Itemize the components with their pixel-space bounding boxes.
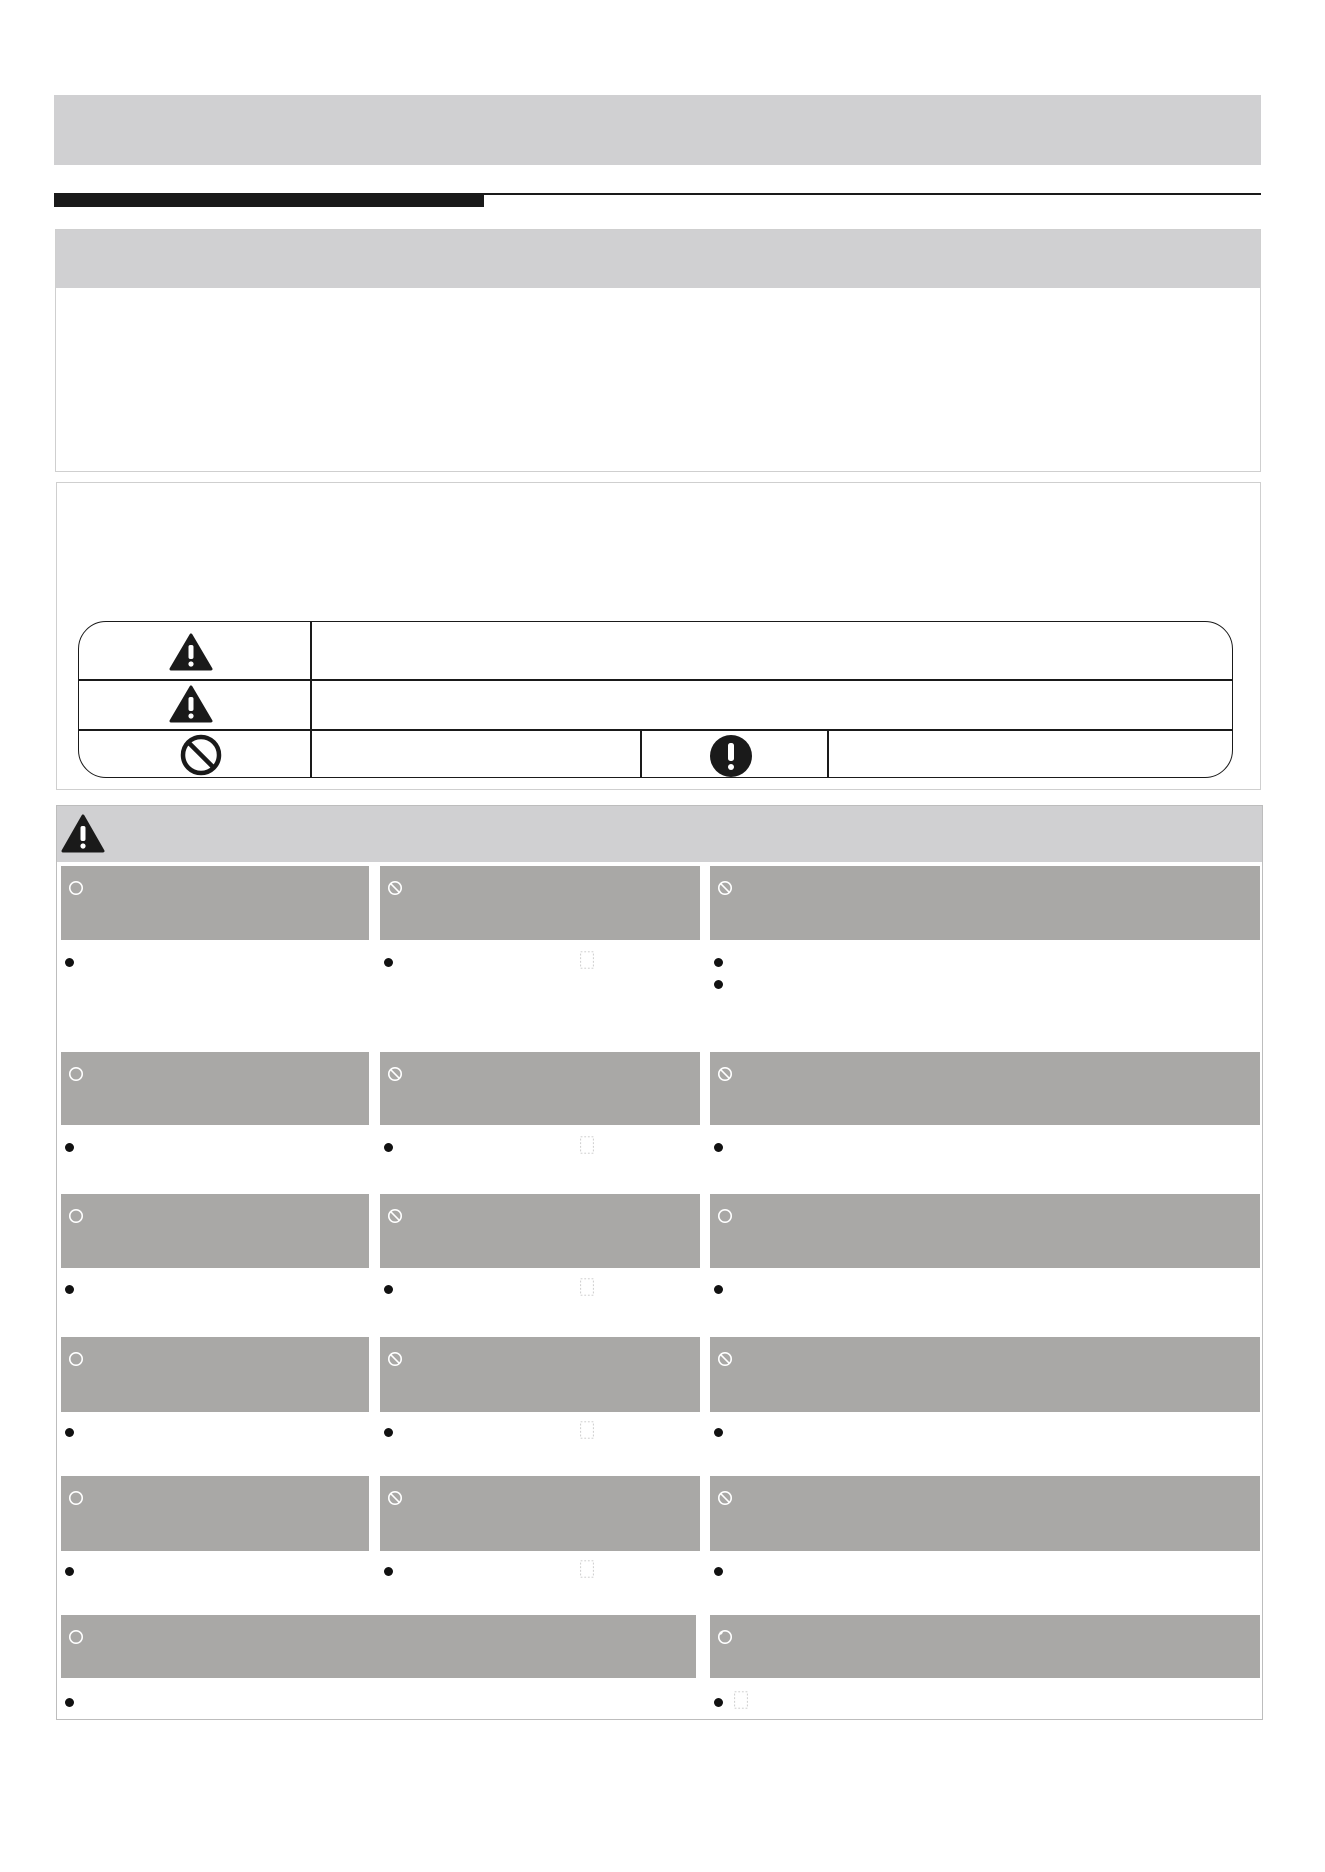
warning-item-header	[61, 866, 369, 940]
circle-icon	[68, 880, 84, 896]
bullet-point	[384, 1567, 393, 1576]
bullet-point	[65, 1698, 74, 1707]
legend-row-divider	[79, 729, 1232, 731]
mandatory-exclamation-icon	[709, 734, 753, 778]
warning-item-header	[380, 1052, 700, 1125]
bullet-point	[714, 1143, 723, 1152]
warning-item-header	[380, 866, 700, 940]
warning-triangle-icon	[61, 814, 105, 854]
warning-item-header	[710, 1615, 1260, 1678]
warning-item-header	[380, 1337, 700, 1412]
section-rule-thin	[484, 193, 1261, 195]
legend-row-divider	[79, 679, 1232, 681]
prohibited-icon	[180, 734, 222, 776]
warning-item-header	[710, 1476, 1260, 1551]
bullet-point	[714, 1567, 723, 1576]
bullet-point	[65, 1428, 74, 1437]
warning-item-header	[710, 1337, 1260, 1412]
circle-icon	[68, 1208, 84, 1224]
bullet-point	[714, 980, 723, 989]
bullet-point	[714, 1698, 723, 1707]
caution-triangle-icon	[169, 685, 213, 723]
faint-glyph-icon	[732, 1690, 750, 1710]
rotate-icon	[717, 1629, 733, 1645]
warning-item-header	[710, 866, 1260, 940]
legend-column-divider	[640, 729, 642, 778]
bullet-point	[65, 958, 74, 967]
faint-glyph-icon	[578, 1277, 596, 1297]
bullet-point	[384, 1143, 393, 1152]
prohibited-icon	[717, 880, 733, 896]
warning-item-header	[380, 1194, 700, 1268]
faint-glyph-icon	[578, 1420, 596, 1440]
circle-icon	[68, 1351, 84, 1367]
prohibited-icon	[717, 1351, 733, 1367]
bullet-point	[384, 958, 393, 967]
bullet-point	[65, 1143, 74, 1152]
bullet-point	[714, 1285, 723, 1294]
prohibited-icon	[387, 1066, 403, 1082]
warning-item-header	[61, 1476, 369, 1551]
section-rule-thick	[54, 193, 484, 207]
warning-item-header	[61, 1615, 696, 1678]
warning-item-header	[61, 1337, 369, 1412]
bullet-point	[384, 1428, 393, 1437]
bullet-point	[65, 1567, 74, 1576]
intro-heading-band	[56, 230, 1260, 288]
warning-item-header	[710, 1194, 1260, 1268]
circle-icon	[717, 1208, 733, 1224]
warning-item-header	[380, 1476, 700, 1551]
warning-triangle-icon	[169, 633, 213, 671]
bullet-point	[714, 1428, 723, 1437]
warning-item-header	[61, 1052, 369, 1125]
warning-item-header	[61, 1194, 369, 1268]
bullet-point	[714, 958, 723, 967]
warning-section-header	[57, 806, 1262, 862]
prohibited-icon	[717, 1066, 733, 1082]
circle-icon	[68, 1066, 84, 1082]
page-header-band	[54, 95, 1261, 165]
prohibited-icon	[387, 1490, 403, 1506]
faint-glyph-icon	[578, 1559, 596, 1579]
prohibited-icon	[387, 1351, 403, 1367]
circle-icon	[68, 1490, 84, 1506]
prohibited-icon	[717, 1490, 733, 1506]
bullet-point	[65, 1285, 74, 1294]
bullet-point	[384, 1285, 393, 1294]
symbol-legend-table	[78, 621, 1233, 778]
faint-glyph-icon	[578, 1135, 596, 1155]
prohibited-icon	[387, 1208, 403, 1224]
warning-item-header	[710, 1052, 1260, 1125]
legend-column-divider	[827, 729, 829, 778]
faint-glyph-icon	[578, 950, 596, 970]
circle-icon	[68, 1629, 84, 1645]
legend-column-divider	[310, 622, 312, 777]
prohibited-icon	[387, 880, 403, 896]
